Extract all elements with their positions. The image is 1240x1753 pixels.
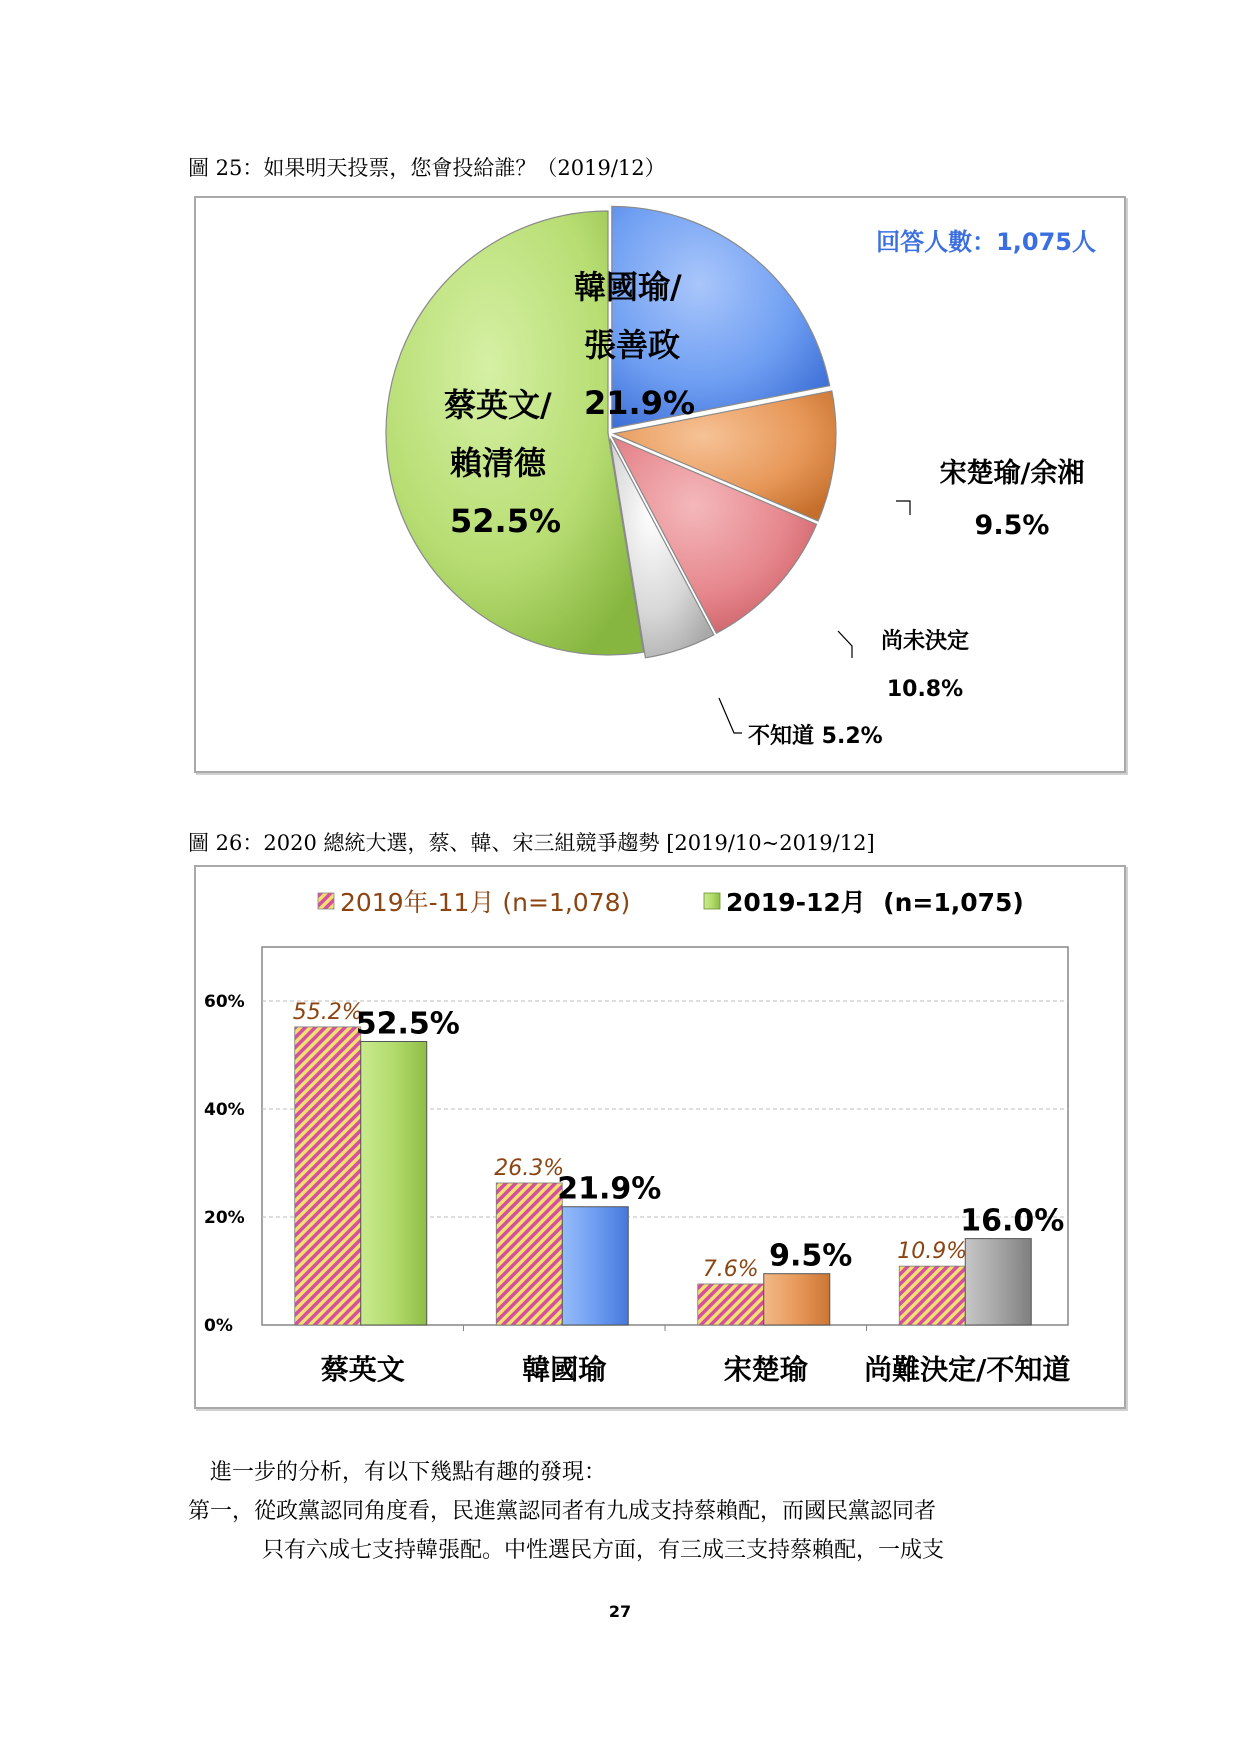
pie-label-undecided-pct: 10.8% bbox=[886, 677, 964, 702]
x-category-label: 宋楚瑜 bbox=[723, 1353, 808, 1386]
bar-nov bbox=[698, 1284, 764, 1325]
bar-dec bbox=[562, 1207, 628, 1325]
bar-nov bbox=[899, 1266, 965, 1325]
body-paragraph-line-3: 只有六成七支持韓張配。中性選民方面，有三成三支持蔡賴配，一成支 bbox=[262, 1538, 945, 1563]
body-paragraph-line-2: 第一，從政黨認同角度看，民進黨認同者有九成支持蔡賴配，而國民黨認同者 bbox=[188, 1499, 937, 1524]
leader-line-dontknow bbox=[719, 698, 742, 733]
data-label-nov: 10.9% bbox=[897, 1239, 968, 1265]
leader-line-soong bbox=[896, 501, 910, 515]
bar-dec bbox=[965, 1239, 1031, 1325]
data-label-nov: 7.6% bbox=[702, 1256, 759, 1282]
pie-label-tsai-line2: 賴清德 bbox=[450, 444, 547, 482]
legend-swatch-nov bbox=[318, 893, 334, 909]
pie-label-soong-pct: 9.5% bbox=[974, 510, 1050, 541]
bar-nov bbox=[496, 1183, 562, 1325]
figure-25-panel bbox=[194, 196, 1126, 773]
y-tick-label: 0% bbox=[204, 1316, 233, 1336]
bar-dec bbox=[764, 1274, 830, 1325]
pie-label-undecided bbox=[866, 618, 984, 714]
pie-label-han-line2: 張善政 bbox=[584, 326, 681, 364]
y-tick-label: 60% bbox=[204, 992, 245, 1012]
pie-label-soong-line1: 宋楚瑜/余湘 bbox=[939, 458, 1085, 489]
figure-26-panel bbox=[194, 865, 1126, 1409]
leader-line-undecided bbox=[838, 631, 852, 658]
y-tick-label: 20% bbox=[204, 1208, 245, 1228]
legend-label-dec: 2019-12月 (n=1,075) bbox=[726, 888, 1024, 917]
data-label-dec: 21.9% bbox=[557, 1171, 662, 1207]
legend-label-nov: 2019年-11月 (n=1,078) bbox=[340, 888, 631, 917]
data-label-dec: 16.0% bbox=[960, 1203, 1065, 1239]
x-category-label: 尚難決定/不知道 bbox=[864, 1353, 1071, 1386]
figure-25-caption: 圖 25：如果明天投票，您會投給誰？（2019/12） bbox=[188, 156, 666, 180]
data-label-nov: 55.2% bbox=[292, 999, 363, 1025]
pie-label-soong bbox=[924, 448, 1100, 552]
page-number: 27 bbox=[608, 1602, 632, 1621]
legend-swatch-dec bbox=[704, 893, 720, 909]
body-paragraph-line-1: 進一步的分析，有以下幾點有趣的發現： bbox=[210, 1460, 607, 1485]
pie-label-tsai-line1: 蔡英文/ bbox=[444, 386, 552, 424]
data-label-dec: 52.5% bbox=[355, 1006, 460, 1042]
pie-label-tsai-pct: 52.5% bbox=[450, 502, 562, 540]
figure-26-caption: 圖 26：2020 總統大選，蔡、韓、宋三組競爭趨勢 [2019/10~2019/12] bbox=[188, 831, 875, 855]
data-label-nov: 26.3% bbox=[494, 1155, 565, 1181]
x-category-label: 蔡英文 bbox=[320, 1353, 405, 1386]
bar-dec bbox=[361, 1042, 427, 1326]
pie-label-dontknow: 不知道 5.2% bbox=[748, 724, 883, 749]
respondents-count: 回答人數：1,075人 bbox=[876, 228, 1096, 256]
data-label-dec: 9.5% bbox=[769, 1238, 853, 1274]
pie-label-han-pct: 21.9% bbox=[584, 384, 696, 422]
x-category-label: 韓國瑜 bbox=[522, 1353, 607, 1386]
pie-label-undecided-line1: 尚未決定 bbox=[880, 629, 969, 654]
pie-label-tsai bbox=[444, 376, 614, 550]
bar-chart bbox=[196, 867, 1124, 1407]
bar-nov bbox=[295, 1027, 361, 1325]
pie-label-han-line1: 韓國瑜/ bbox=[574, 268, 682, 306]
y-tick-label: 40% bbox=[204, 1100, 245, 1120]
